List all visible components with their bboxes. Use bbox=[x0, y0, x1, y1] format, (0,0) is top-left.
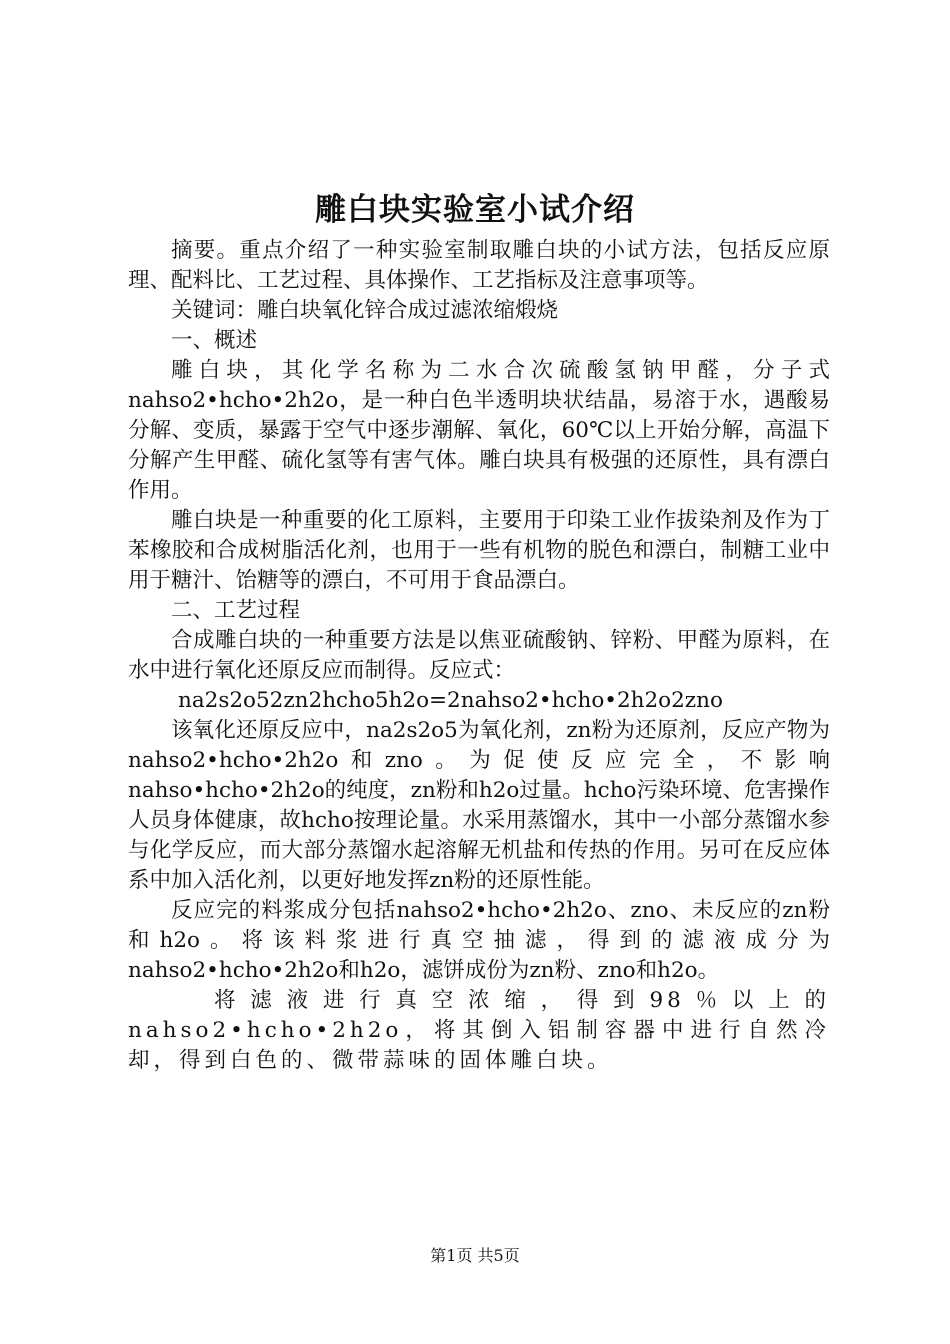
body-paragraph: 雕白块，其化学名称为二水合次硫酸氢钠甲醛，分子式nahso2•hcho•2h2o，是一种白色半透明块状结晶，易溶于水，遇酸易分解、变质，暴露于空气中逐步潮解、氧化，60℃以上开始分解，高温下分解产生甲醛、硫化氢等有害气体。雕白块具有极强的还原性，具有漂白作用。 bbox=[128, 358, 830, 503]
body-paragraph: 合成雕白块的一种重要方法是以焦亚硫酸钠、锌粉、甲醛为原料，在水中进行氧化还原反应而制得。反应式： bbox=[128, 628, 830, 683]
page-number: 第1页 共5页 bbox=[430, 1246, 520, 1265]
body-paragraph: 雕白块是一种重要的化工原料，主要用于印染工业作拔染剂及作为丁苯橡胶和合成树脂活化剂，也用于一些有机物的脱色和漂白，制糖工业中用于糖汁、饴糖等的漂白，不可用于食品漂白。 bbox=[128, 508, 830, 593]
reaction-formula: na2s2o52zn2hcho5h2o=2nahso2•hcho•2h2o2zno bbox=[178, 688, 723, 713]
body-paragraph: 反应完的料浆成分包括nahso2•hcho•2h2o、zno、未反应的zn粉和h2o。将该料浆进行真空抽滤，得到的滤液成分为nahso2•hcho•2h2o和h2o，滤饼成份为zn粉、zno和h2o。 bbox=[128, 898, 830, 983]
document-body bbox=[128, 236, 830, 1076]
document-title: 雕白块实验室小试介绍 bbox=[315, 192, 635, 228]
section-heading-overview: 一、概述 bbox=[171, 328, 258, 353]
body-paragraph: 将滤液进行真空浓缩，得到98％以上的nahso2•hcho•2h2o，将其倒入铝制容器中进行自然冷却，得到白色的、微带蒜味的固体雕白块。 bbox=[128, 988, 830, 1073]
abstract-paragraph: 摘要。重点介绍了一种实验室制取雕白块的小试方法，包括反应原理、配料比、工艺过程、具体操作、工艺指标及注意事项等。 bbox=[128, 238, 830, 293]
keywords-paragraph: 关键词：雕白块氧化锌合成过滤浓缩煅烧 bbox=[171, 298, 559, 323]
section-heading-process: 二、工艺过程 bbox=[171, 598, 301, 623]
body-paragraph: 该氧化还原反应中，na2s2o5为氧化剂，zn粉为还原剂，反应产物为nahso2•hcho•2h2o和zno。为促使反应完全，不影响nahso•hcho•2h2o的纯度，zn粉和h2o过量。hcho污染环境、危害操作人员身体健康，故hcho按理论量。水采用蒸馏水，其中一小部分蒸馏水参与化学反应，而大部分蒸馏水起溶解无机盐和传热的作用。另可在反应体系中加入活化剂，以更好地发挥zn粉的还原性能。 bbox=[128, 718, 831, 893]
